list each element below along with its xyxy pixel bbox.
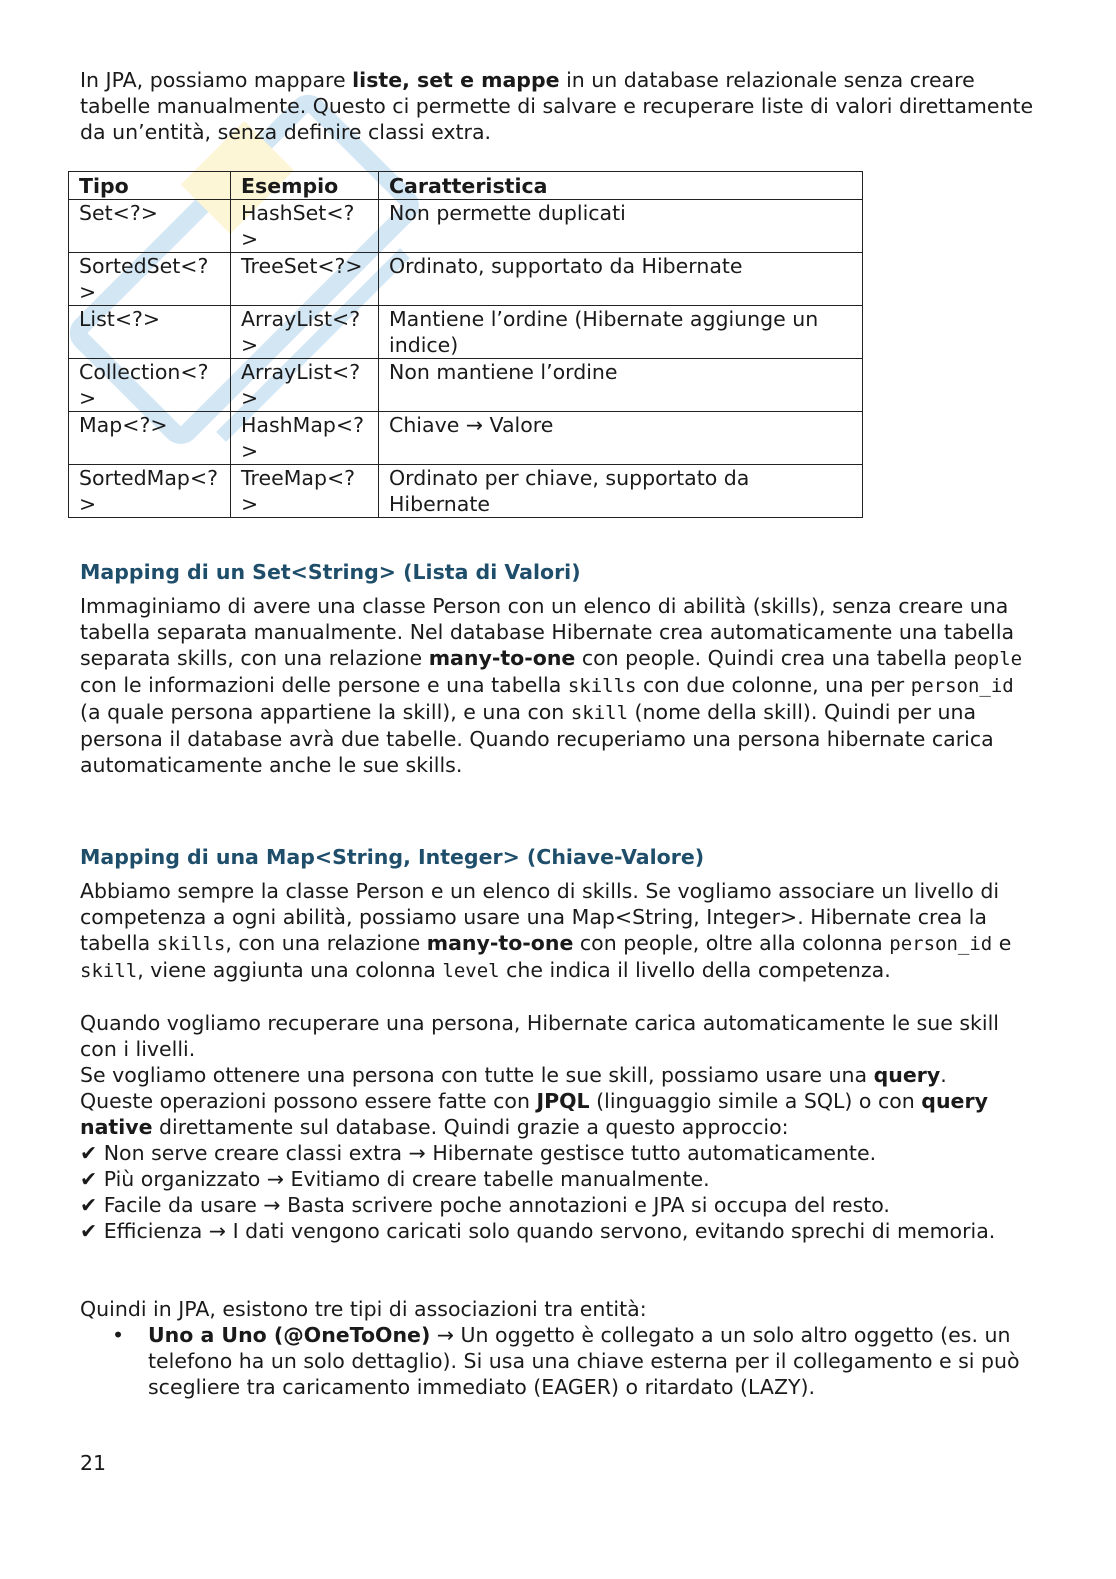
intro-paragraph: In JPA, possiamo mappare liste, set e mappe in un database relazionale senza creare tabelle manualmente. Questo ci permette di salvare e recuperare liste di valori direttamente da un’entità, senza definire classi extra.	[80, 68, 1034, 144]
set-mapping-paragraph: Immaginiamo di avere una classe Person con un elenco di abilità (skills), senza creare una tabella separata manualmente. Nel database Hibernate crea automaticamente una tabella separata skills, con una relazione many-to-one con people. Quindi crea una tabella people con le informazioni delle persone e una tabella skills con due colonne, una per person_id (a quale persona appartiene la skill), e una con skill (nome della skill). Quindi per una persona il database avrà due tabelle. Quando recuperiamo una persona hibernate carica automaticamente anche le sue skills.	[80, 594, 1023, 777]
table-row	[69, 306, 863, 359]
table-cell: Mantiene l’ordine (Hibernate aggiunge un indice)	[379, 306, 863, 359]
benefit-item: ✔ Più organizzato → Evitiamo di creare tabelle manualmente.	[80, 1167, 710, 1191]
table-cell: Chiave → Valore	[379, 412, 863, 465]
table-cell: TreeMap<?>	[231, 465, 379, 518]
table-header-cell: Caratteristica	[379, 172, 863, 200]
bullet-icon: •	[112, 1323, 125, 1347]
associations-intro: Quindi in JPA, esistono tre tipi di associazioni tra entità:	[80, 1297, 647, 1321]
table-cell: Ordinato per chiave, supportato da Hibernate	[379, 465, 863, 518]
table-cell: SortedSet<?>	[69, 253, 231, 306]
table-cell: Map<?>	[69, 412, 231, 465]
map-mapping-paragraph: Abbiamo sempre la classe Person e un elenco di skills. Se vogliamo associare un livello di competenza a ogni abilità, possiamo usare una Map<String, Integer>. Hibernate crea la tabella skills, con una relazione many-to-one con people, oltre alla colonna person_id e skill, viene aggiunta una colonna level che indica il livello della competenza.	[80, 879, 1012, 982]
table-cell: HashSet<?>	[231, 200, 379, 253]
table-cell: TreeSet<?>	[231, 253, 379, 306]
table-header-cell: Esempio	[231, 172, 379, 200]
table-row	[69, 412, 863, 465]
table-cell: Set<?>	[69, 200, 231, 253]
page-number: 21	[80, 1451, 107, 1475]
table-header-cell: Tipo	[69, 172, 231, 200]
table-cell: ArrayList<?>	[231, 306, 379, 359]
benefit-item: ✔ Efficienza → I dati vengono caricati solo quando servono, evitando sprechi di memoria.	[80, 1219, 996, 1243]
table-cell: List<?>	[69, 306, 231, 359]
table-cell: Collection<?>	[69, 359, 231, 412]
table-cell: HashMap<?>	[231, 412, 379, 465]
retrieve-paragraph: Quando vogliamo recuperare una persona, Hibernate carica automaticamente le sue skill con i livelli.	[80, 1011, 999, 1061]
section-heading-map: Mapping di una Map<String, Integer> (Chiave-Valore)	[80, 845, 705, 869]
associations-list	[80, 1322, 1040, 1400]
jpql-paragraph: Queste operazioni possono essere fatte con JPQL (linguaggio simile a SQL) o con query native direttamente sul database. Quindi grazie a questo approccio:	[80, 1089, 988, 1139]
table-cell: Non permette duplicati	[379, 200, 863, 253]
table-row	[69, 359, 863, 412]
collections-table	[68, 171, 863, 518]
query-paragraph: Se vogliamo ottenere una persona con tutte le sue skill, possiamo usare una query.	[80, 1063, 947, 1087]
table-header-row	[69, 172, 863, 200]
table-cell: Ordinato, supportato da Hibernate	[379, 253, 863, 306]
section-heading-set: Mapping di un Set<String> (Lista di Valori)	[80, 560, 581, 584]
list-item: • Uno a Uno (@OneToOne) → Un oggetto è collegato a un solo altro oggetto (es. un telefono ha un solo dettaglio). Si usa una chiave esterna per il collegamento e si può scegliere tra caricamento immediato (EAGER) o ritardato (LAZY).	[112, 1323, 1020, 1399]
benefit-item: ✔ Non serve creare classi extra → Hibernate gestisce tutto automaticamente.	[80, 1141, 877, 1165]
benefit-item: ✔ Facile da usare → Basta scrivere poche annotazioni e JPA si occupa del resto.	[80, 1193, 890, 1217]
table-row	[69, 465, 863, 518]
table-cell: ArrayList<?>	[231, 359, 379, 412]
table-cell: Non mantiene l’ordine	[379, 359, 863, 412]
table-row	[69, 253, 863, 306]
table-cell: SortedMap<?>	[69, 465, 231, 518]
table-row	[69, 200, 863, 253]
